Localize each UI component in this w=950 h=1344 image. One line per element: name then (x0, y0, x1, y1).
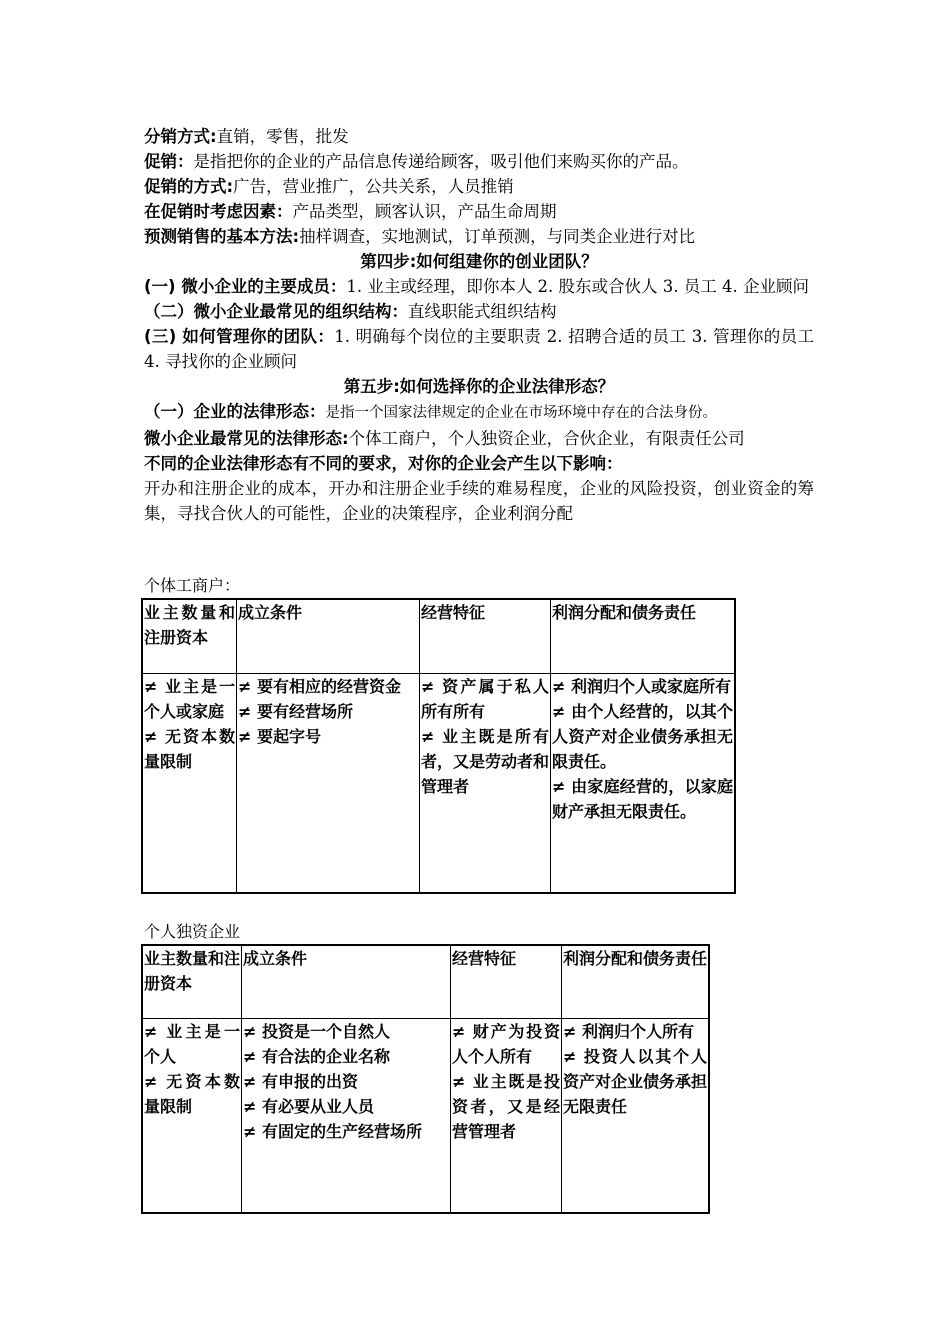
step5-item1: （一）企业的法律形态：是指一个国家法律规定的企业在市场环境中存在的合法身份。 (144, 402, 717, 421)
table-row (142, 673, 735, 893)
table-cell: ≠ 要有相应的经营资金 ≠ 要有经营场所 ≠ 要起字号 (237, 673, 420, 893)
table-header-row (142, 599, 735, 673)
table-header-cell: 业主数量和注册资本 (142, 599, 237, 673)
table-header-cell: 成立条件 (242, 945, 451, 1018)
table-cell: ≠ 财产为投资人个人所有 ≠ 业主既是投资者，又是经营管理者 (451, 1018, 562, 1213)
table-header-row (142, 945, 709, 1018)
table-header-cell: 业主数量和注册资本 (142, 945, 242, 1018)
table-cell: ≠ 业主是一个人或家庭 ≠ 无资本数量限制 (142, 673, 237, 893)
table-cell: ≠ 资产属于私人所有所有 ≠ 业主既是所有者，又是劳动者和管理者 (420, 673, 551, 893)
table-header-cell: 经营特征 (451, 945, 562, 1018)
table2-caption: 个人独资企业 (144, 922, 241, 941)
table1-caption: 个体工商户： (144, 576, 241, 595)
step5-influence-text: 开办和注册企业的成本，开办和注册企业手续的难易程度，企业的风险投资，创业资金的筹集，寻找合伙人的可能性，企业的决策程序，企业利润分配 (144, 479, 814, 523)
step4-heading: 第四步:如何组建你的创业团队？ (360, 252, 598, 271)
sales-forecast-line: 预测销售的基本方法:抽样调查，实地测试，订单预测，与同类企业进行对比 (144, 227, 696, 246)
table-cell: ≠ 利润归个人所有 ≠ 投资人以其个人资产对企业债务承担无限责任 (562, 1018, 710, 1213)
step5-common-forms: 微小企业最常见的法律形态:个体工商户，个人独资企业，合伙企业，有限责任公司 (144, 429, 745, 448)
table-row (142, 1018, 709, 1213)
table-header-cell: 利润分配和债务责任 (562, 945, 710, 1018)
step4-item1: (一) 微小企业的主要成员：1. 业主或经理，即你本人 2. 股东或合伙人 3. 员工 4. 企业顾问 (144, 277, 810, 296)
distribution-line: 分销方式:直销，零售，批发 (144, 127, 349, 146)
promotion-factors-line: 在促销时考虑因素：产品类型，顾客认识，产品生命周期 (144, 202, 557, 221)
table-header-cell: 成立条件 (237, 599, 420, 673)
individual-business-table (141, 598, 736, 894)
table-cell: ≠ 投资是一个自然人 ≠ 有合法的企业名称 ≠ 有申报的出资 ≠ 有必要从业人员 ≠ 有固定的生产经营场所 (242, 1018, 451, 1213)
table-cell: ≠ 利润归个人或家庭所有 ≠ 由个人经营的，以其个人资产对企业债务承担无限责任。 ≠ 由家庭经营的，以家庭财产承担无限责任。 (551, 673, 736, 893)
step5-heading: 第五步:如何选择你的企业法律形态？ (343, 377, 615, 396)
step4-item3: (三) 如何管理你的团队：1. 明确每个岗位的主要职责 2. 招聘合适的员工 3. 管理你的员工 4. 寻找你的企业顾问 (144, 327, 815, 371)
table-header-cell: 经营特征 (420, 599, 551, 673)
promotion-line: 促销：是指把你的企业的产品信息传递给顾客，吸引他们来购买你的产品。 (144, 152, 689, 171)
step5-influence-heading: 不同的企业法律形态有不同的要求，对你的企业会产生以下影响： (144, 454, 623, 473)
table-cell: ≠ 业主是一个人 ≠ 无资本数量限制 (142, 1018, 242, 1213)
table-header-cell: 利润分配和债务责任 (551, 599, 736, 673)
document-body (144, 124, 814, 526)
promotion-methods-line: 促销的方式:广告，营业推广，公共关系，人员推销 (144, 177, 514, 196)
step4-item2: （二）微小企业最常见的组织结构：直线职能式组织结构 (144, 302, 557, 321)
sole-proprietorship-table (141, 944, 710, 1214)
